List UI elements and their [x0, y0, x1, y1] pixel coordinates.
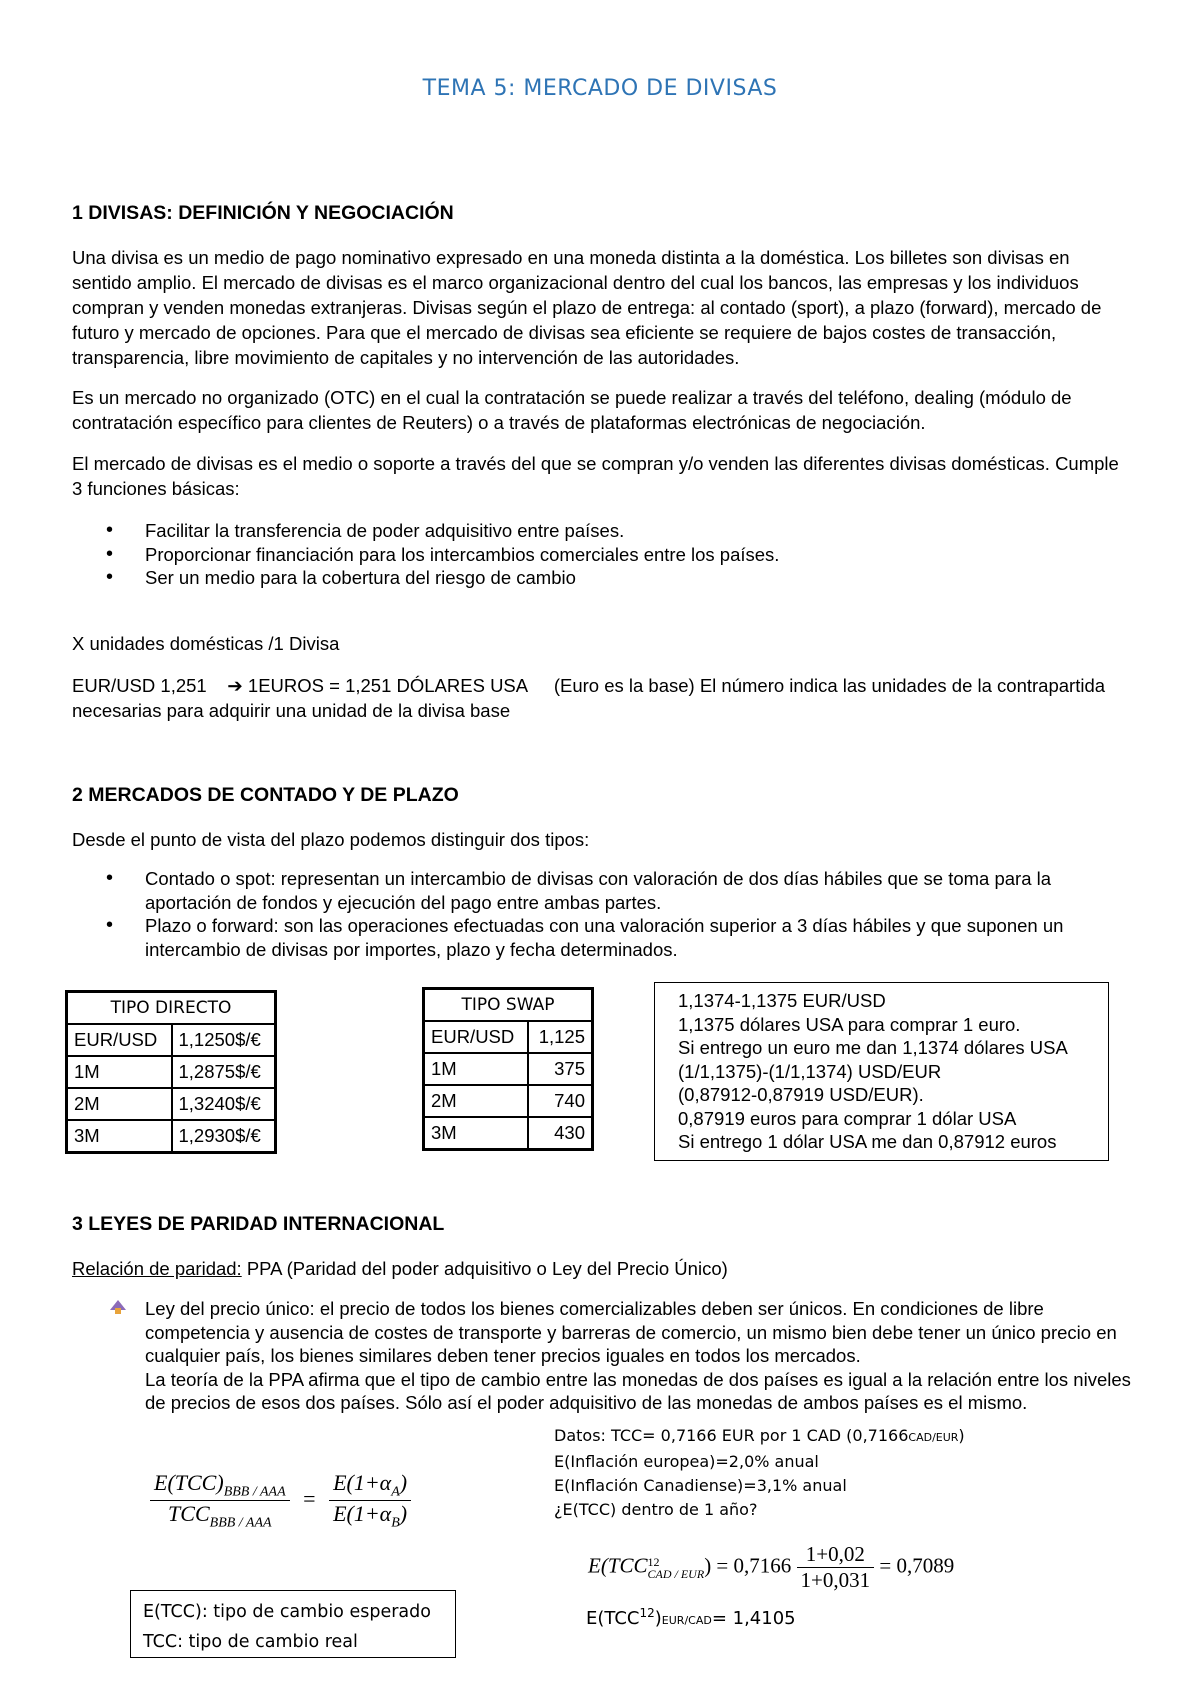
datos-small-text: CAD/EUR — [908, 1431, 959, 1444]
table-row — [67, 1120, 276, 1153]
table-cell: EUR/USD — [67, 1024, 172, 1056]
formula-text: ) = 0,7166 — [704, 1553, 792, 1578]
result-text: = 1,4105 — [711, 1608, 796, 1629]
section-1-bullet-list — [72, 519, 1132, 590]
box-line: (0,87912-0,87919 USD/EUR). — [678, 1084, 924, 1105]
table-cell: 3M — [67, 1120, 172, 1153]
datos-line: ¿E(TCC) dentro de 1 año? — [554, 1500, 758, 1519]
box-line: 1,1374-1,1375 EUR/USD — [678, 990, 886, 1011]
result-text: E(TCC — [586, 1608, 640, 1629]
table-header: TIPO SWAP — [424, 989, 593, 1022]
section-1-paragraph-4: X unidades domésticas /1 Divisa — [72, 633, 340, 654]
result-text: ) — [654, 1608, 662, 1629]
list-item: • Contado o spot: representan un intercambio de divisas con valoración de dos días hábiles que se toma para la aportación de fondos y ejecución del pago entre ambas partes. — [72, 867, 1132, 914]
formula-sup: 12 — [647, 1554, 660, 1569]
section-2-bullet-list — [72, 867, 1132, 961]
section-1-paragraph-1: Una divisa es un medio de pago nominativo expresado en una moneda distinta a la doméstica. Los billetes son divisas en sentido amplio. El mercado de divisas es el marco organizacional dentro del cual los bancos, las empresas y los individuos compran y venden monedas extranjeras. Divisas según el plazo de entrega: al contado (sport), a plazo (forward), mercado de futuro y mercado de opciones. Para que el mercado de divisas sea eficiente se requiere de bajos costes de transacción, transparencia, libre movimiento de capitales y no intervención de las autoridades. — [72, 247, 1102, 368]
table-cell: 1,125 — [528, 1021, 593, 1053]
formula-text: ) — [399, 1501, 408, 1527]
table-cell: 1,2930$/€ — [172, 1120, 276, 1153]
exchange-example-box — [654, 982, 1109, 1161]
formula-text: E(TCC) — [154, 1470, 224, 1495]
section-3-bullet-list — [72, 1297, 1132, 1415]
calc-fraction — [797, 1542, 875, 1593]
table-cell: EUR/USD — [424, 1021, 528, 1053]
table-row — [424, 1021, 593, 1053]
box-line: 0,87919 euros para comprar 1 dólar USA — [678, 1107, 1017, 1129]
list-item: • Plazo o forward: son las operaciones efectuadas con una valoración superior a 3 días hábiles y que suponen un intercambio de divisas por importes, plazo y fecha determinados. — [72, 914, 1132, 961]
formula-text: TCC — [168, 1501, 210, 1527]
eurusd-quote: EUR/USD 1,251 — [72, 675, 207, 696]
section-1-heading: 1 DIVISAS: DEFINICIÓN Y NEGOCIACIÓN — [72, 202, 454, 224]
section-2-heading: 2 MERCADOS DE CONTADO Y DE PLAZO — [72, 784, 459, 806]
table-cell: 1M — [67, 1056, 172, 1088]
box-line: (1/1,1375)-(1/1,1374) USD/EUR — [678, 1060, 942, 1082]
result-sup: 12 — [639, 1606, 655, 1620]
parity-relation-line — [72, 1256, 1132, 1281]
page-title: TEMA 5: MERCADO DE DIVISAS — [422, 76, 778, 101]
table-cell: 1,1250$/€ — [172, 1024, 276, 1056]
result-eurcad — [586, 1606, 796, 1629]
list-item: • Proporcionar financiación para los intercambios comerciales entre los países. — [72, 543, 1132, 567]
box-line: 1,1375 dólares USA para comprar 1 euro. — [678, 1013, 1021, 1035]
section-1-paragraph-3: El mercado de divisas es el medio o soporte a través del que se compran y/o venden las diferentes divisas domésticas. Cumple 3 funciones básicas: — [72, 453, 1119, 499]
table-row — [67, 1024, 276, 1056]
table-cell: 3M — [424, 1117, 528, 1150]
table-row — [424, 1085, 593, 1117]
datos-line: E(Inflación Canadiense)=3,1% anual — [554, 1476, 847, 1495]
arrow-bullet-icon — [110, 1300, 126, 1310]
arrow-right-icon: ➔ — [227, 675, 243, 696]
tipo-swap-table — [422, 987, 594, 1151]
definition-line: TCC: tipo de cambio real — [143, 1632, 358, 1652]
datos-line: E(Inflación europea)=2,0% anual — [554, 1452, 819, 1471]
section-1-paragraph-5 — [72, 673, 1132, 723]
table-cell: 740 — [528, 1085, 593, 1117]
table-cell: 430 — [528, 1117, 593, 1150]
eurusd-explanation: (Euro es la base) El número indica las unidades de la contrapartida necesarias para adquirir una unidad de la divisa base — [72, 675, 1106, 721]
table-row — [424, 1053, 593, 1085]
teoria-ppa-text: La teoría de la PPA afirma que el tipo de cambio entre las monedas de dos países es igual a la relación entre los niveles de precios de esos dos países. Sólo así el poder adquisitivo de las monedas de ambos países es el mismo. — [145, 1368, 1131, 1413]
formula-sub: CAD / EUR — [647, 1566, 705, 1581]
formula-text: E(1+α — [333, 1501, 392, 1527]
datos-line — [554, 1424, 965, 1450]
formula-sub: BBB / AAA — [209, 1515, 272, 1531]
datos-block — [554, 1424, 965, 1522]
table-row — [67, 1088, 276, 1120]
table-cell: 1,2875$/€ — [172, 1056, 276, 1088]
formula-text: E(1+α — [333, 1470, 392, 1495]
list-item — [72, 1297, 1132, 1415]
section-3-heading: 3 LEYES DE PARIDAD INTERNACIONAL — [72, 1213, 445, 1235]
formula-right-fraction — [329, 1470, 411, 1532]
parity-relation-label: Relación de paridad: — [72, 1258, 242, 1279]
definition-line: E(TCC): tipo de cambio esperado — [143, 1602, 431, 1622]
ppa-formula — [150, 1470, 411, 1532]
ley-precio-unico-text: Ley del precio único: el precio de todos los bienes comercializables deben ser únicos. En condiciones de libre competencia y ausencia de costes de transporte y barreras de comercio, un mismo bien debe tener un único precio en cualquier país, los bienes similares deben tener precios iguales en todos los mercados. — [145, 1298, 1117, 1366]
datos-text: ) — [958, 1426, 965, 1445]
formula-equals: = — [303, 1485, 316, 1511]
formula-text: ) — [399, 1470, 408, 1495]
result-sub: EUR/CAD — [661, 1614, 712, 1627]
box-line: Si entrego un euro me dan 1,1374 dólares USA — [678, 1037, 1068, 1058]
formula-sub: BBB / AAA — [223, 1484, 286, 1500]
table-header: TIPO DIRECTO — [67, 992, 276, 1025]
list-item: • Ser un medio para la cobertura del riesgo de cambio — [72, 566, 1132, 590]
eurusd-equivalence: 1EUROS = 1,251 DÓLARES USA — [247, 675, 529, 696]
table-cell: 1M — [424, 1053, 528, 1085]
box-line: Si entrego 1 dólar USA me dan 0,87912 euros — [678, 1131, 1057, 1152]
list-item: • Facilitar la transferencia de poder adquisitivo entre países. — [72, 519, 1132, 543]
tipo-directo-table — [65, 990, 277, 1154]
calc-formula — [588, 1542, 954, 1593]
datos-text: Datos: TCC= 0,7166 EUR por 1 CAD (0,7166 — [554, 1426, 909, 1445]
table-row — [424, 1117, 593, 1150]
formula-text: E(TCC — [588, 1553, 648, 1578]
formula-result: = 0,7089 — [879, 1553, 955, 1578]
table-row — [67, 1056, 276, 1088]
formula-sub: B — [391, 1515, 400, 1531]
table-cell: 2M — [424, 1085, 528, 1117]
parity-relation-text: PPA (Paridad del poder adquisitivo o Ley del Precio Único) — [241, 1258, 728, 1279]
formula-text: 1+0,02 — [797, 1542, 875, 1568]
formula-text: 1+0,031 — [800, 1568, 871, 1592]
table-cell: 1,3240$/€ — [172, 1088, 276, 1120]
table-cell: 2M — [67, 1088, 172, 1120]
formula-left-fraction — [150, 1470, 290, 1532]
table-cell: 375 — [528, 1053, 593, 1085]
formula-sub: A — [391, 1484, 400, 1500]
definitions-box — [130, 1590, 456, 1658]
section-1-paragraph-2: Es un mercado no organizado (OTC) en el cual la contratación se puede realizar a través del teléfono, dealing (módulo de contratación específico para clientes de Reuters) o a través de plataformas electrónicas de negociación. — [72, 387, 1072, 433]
section-2-paragraph-1: Desde el punto de vista del plazo podemos distinguir dos tipos: — [72, 829, 590, 850]
